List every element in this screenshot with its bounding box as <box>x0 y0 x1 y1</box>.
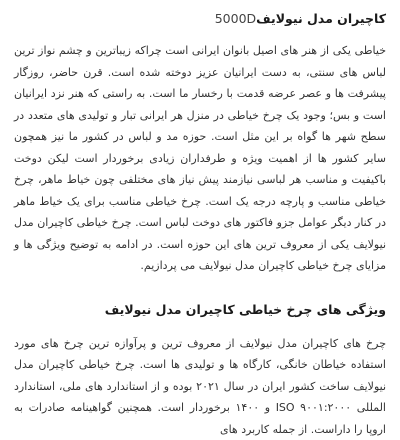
last-year: ۱۴۰۰ <box>236 401 260 414</box>
features-text-part-4: برخوردار است. همچنین گواهینامه صادرات به اروپا را داراست. از جمله کاربرد های <box>14 401 386 436</box>
model-code: 5000D <box>215 11 256 26</box>
features-text-part-3: و <box>265 401 270 414</box>
features-text-part-1: چرخ های کاچیران مدل نیولایف از معروف ترین و پرآوازه ترین چرخ های مورد استفاده خیاطان خانگی، کارگاه ها و تولیدی ها است. چرخ خیاطی کاچیران مدل نیولایف ساخت کشور ایران در سال <box>14 337 386 393</box>
intro-paragraph: خیاطی یکی از هنر های اصیل بانوان ایرانی است چراکه زیباترین و چشم نواز ترین لباس های سنتی، به دست ایرانیان عزیز دوخته شده است. قرن حاضر، روزگار پیشرفت ها و عصر عرضه قدمت با رخسار ما است. به راستی که هنر نزد ایرانیان است و بس؛ وجود یک چرخ خیاطی در منزل هر ایرانی تبار و تولیدی های متعدد در سطح شهر ها گواه بر این مثل است. حوزه مد و لباس در کشور ما نیز همچون سایر کشور ها از اهمیت ویژه و طرفداران زیادی برخوردار است لیکن دوخت باکیفیت و مناسب هر لباسی نیازمند پیش نیاز های مختلفی چون خیاط ماهر، چرخ خیاطی مناسب و پارچه درجه یک است. چرخ خیاطی مناسب برای یک خیاط ماهر در کنار دیگر عوامل جزو فاکتور های دوخت لباس است. چرخ خیاطی کاچیران مدل نیولایف یکی از معروف ترین های این حوزه است. در ادامه به توضیح ویژگی ها و مزایای چرخ خیاطی کاچیران مدل نیولایف می پردازیم. <box>14 40 386 277</box>
manufacture-year: ۲۰۲۱ <box>196 380 220 393</box>
features-paragraph <box>14 333 386 440</box>
features-heading: ویژگی های چرخ خیاطی کاچیران مدل نیولایف <box>14 297 386 323</box>
article-title <box>14 6 386 32</box>
iso-standard: ISO ۹۰۰۱:۲۰۰۰ <box>276 401 351 414</box>
features-text-part-2: بوده و از استاندارد های ملی، استاندارد المللی <box>14 380 386 415</box>
title-text: کاچیران مدل نیولایف <box>256 11 386 26</box>
